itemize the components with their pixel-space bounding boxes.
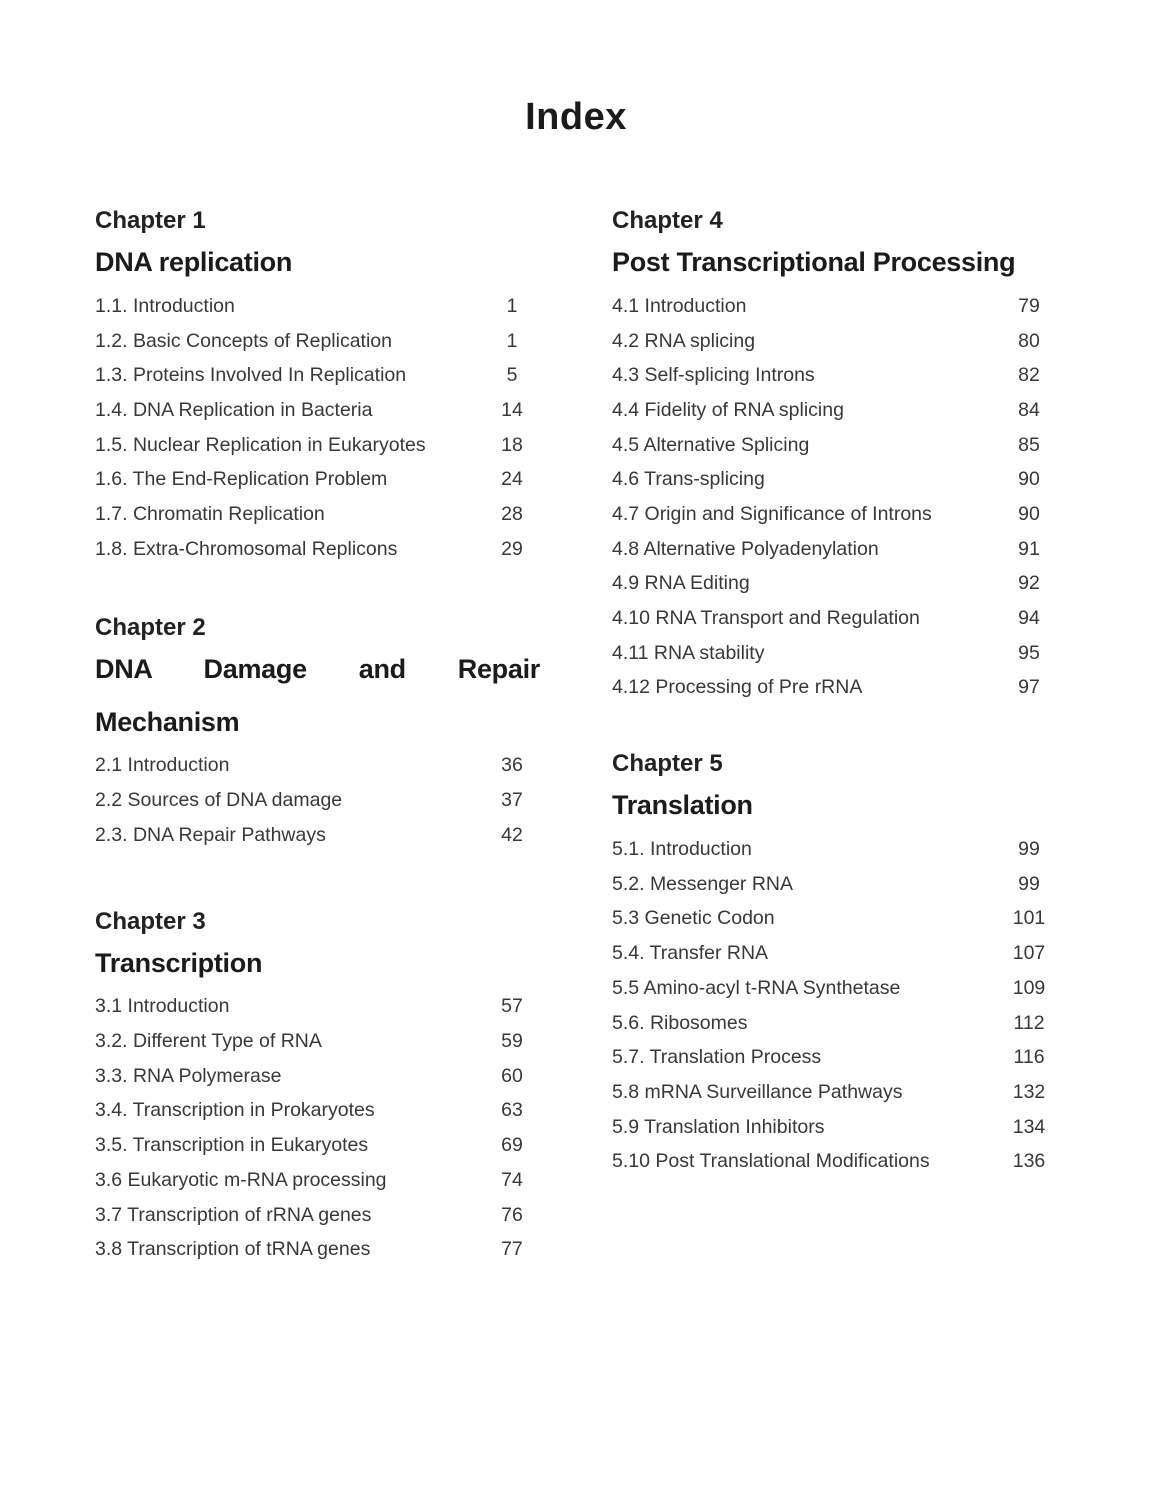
page-title: Index bbox=[525, 96, 627, 138]
toc-entry-page-number: 60 bbox=[501, 1064, 523, 1087]
toc-entry bbox=[612, 902, 1057, 937]
toc-entry-label: 4.3 Self-splicing Introns bbox=[612, 364, 815, 387]
toc-entry-label: 4.2 RNA splicing bbox=[612, 329, 756, 352]
chapter-title: Transcription bbox=[95, 947, 263, 978]
toc-entry-page-number: 85 bbox=[1018, 433, 1040, 456]
toc-entry-label: 4.12 Processing of Pre rRNA bbox=[612, 676, 863, 699]
toc-entry bbox=[95, 1128, 540, 1163]
toc-entry bbox=[95, 289, 540, 324]
chapter-title: Post Transcriptional Processing bbox=[612, 247, 1016, 277]
toc-entry bbox=[612, 936, 1057, 971]
toc-entry-page-number: 59 bbox=[501, 1030, 523, 1053]
toc-entry-page-number: 36 bbox=[501, 754, 523, 777]
chapter-block bbox=[612, 749, 1057, 1179]
toc-entry-label: 3.2. Different Type of RNA bbox=[95, 1030, 322, 1053]
toc-entry-label: 2.3. DNA Repair Pathways bbox=[95, 823, 326, 846]
toc-entry-page-number: 99 bbox=[1018, 838, 1040, 861]
toc-entry-page-number: 94 bbox=[1018, 607, 1040, 630]
toc-entry bbox=[95, 428, 540, 463]
toc-entry-page-number: 134 bbox=[1012, 1115, 1046, 1138]
chapter-label: Chapter 1 bbox=[95, 207, 206, 234]
toc-list bbox=[95, 289, 540, 567]
toc-entry bbox=[612, 532, 1057, 567]
toc-entry-label: 4.5 Alternative Splicing bbox=[612, 433, 810, 456]
toc-entry-page-number: 109 bbox=[1012, 976, 1046, 999]
chapter-block bbox=[95, 206, 540, 567]
toc-entry-label: 4.10 RNA Transport and Regulation bbox=[612, 607, 920, 630]
toc-entry bbox=[95, 497, 540, 532]
toc-entry bbox=[612, 462, 1057, 497]
toc-entry-label: 5.3 Genetic Codon bbox=[612, 907, 775, 930]
toc-entry bbox=[95, 393, 540, 428]
toc-entry bbox=[95, 1059, 540, 1094]
toc-columns bbox=[95, 206, 1057, 1267]
toc-entry-label: 1.7. Chromatin Replication bbox=[95, 502, 325, 525]
toc-entry bbox=[612, 289, 1057, 324]
right-column bbox=[612, 206, 1057, 1179]
toc-entry-page-number: 97 bbox=[1018, 676, 1040, 699]
toc-entry bbox=[95, 1198, 540, 1233]
toc-entry-page-number: 37 bbox=[501, 789, 523, 812]
toc-entry-page-number: 79 bbox=[1018, 294, 1040, 317]
toc-entry bbox=[612, 867, 1057, 902]
toc-entry-page-number: 1 bbox=[506, 329, 518, 352]
chapter-title: DNA Damage and Repair Mechanism bbox=[95, 653, 540, 737]
toc-entry bbox=[95, 749, 540, 784]
toc-entry-label: 4.11 RNA stability bbox=[612, 641, 765, 664]
toc-entry-label: 5.10 Post Translational Modifications bbox=[612, 1150, 930, 1173]
toc-list bbox=[612, 832, 1057, 1179]
toc-entry-page-number: 95 bbox=[1018, 641, 1040, 664]
toc-entry-page-number: 1 bbox=[506, 294, 518, 317]
toc-entry bbox=[612, 428, 1057, 463]
toc-entry-page-number: 42 bbox=[501, 823, 523, 846]
toc-entry bbox=[612, 601, 1057, 636]
toc-entry bbox=[95, 324, 540, 359]
chapter-title: DNA replication bbox=[95, 247, 293, 277]
toc-entry bbox=[95, 818, 540, 853]
toc-entry-page-number: 132 bbox=[1012, 1080, 1046, 1103]
toc-entry-label: 1.8. Extra-Chromosomal Replicons bbox=[95, 537, 398, 560]
toc-entry-label: 1.4. DNA Replication in Bacteria bbox=[95, 398, 373, 421]
left-column bbox=[95, 206, 540, 1267]
toc-entry bbox=[612, 1006, 1057, 1041]
toc-entry-label: 5.2. Messenger RNA bbox=[612, 872, 793, 895]
toc-entry-label: 3.4. Transcription in Prokaryotes bbox=[95, 1099, 375, 1122]
toc-entry-page-number: 80 bbox=[1018, 329, 1040, 352]
toc-entry-label: 3.7 Transcription of rRNA genes bbox=[95, 1203, 372, 1226]
toc-entry-label: 4.4 Fidelity of RNA splicing bbox=[612, 398, 844, 421]
toc-entry bbox=[612, 1144, 1057, 1179]
toc-entry-page-number: 84 bbox=[1018, 398, 1040, 421]
toc-entry bbox=[95, 1232, 540, 1267]
toc-entry bbox=[612, 1110, 1057, 1145]
toc-entry bbox=[612, 971, 1057, 1006]
toc-entry-page-number: 112 bbox=[1013, 1011, 1045, 1034]
toc-entry-page-number: 101 bbox=[1012, 907, 1046, 930]
toc-entry-label: 4.8 Alternative Polyadenylation bbox=[612, 537, 879, 560]
toc-entry bbox=[612, 832, 1057, 867]
toc-entry-page-number: 107 bbox=[1012, 942, 1046, 965]
toc-entry bbox=[612, 671, 1057, 706]
toc-entry-page-number: 77 bbox=[501, 1238, 523, 1261]
toc-entry-label: 4.6 Trans-splicing bbox=[612, 468, 765, 491]
toc-entry bbox=[95, 990, 540, 1025]
toc-entry-label: 5.7. Translation Process bbox=[612, 1046, 822, 1069]
toc-entry bbox=[95, 462, 540, 497]
toc-entry-page-number: 99 bbox=[1018, 872, 1040, 895]
toc-entry bbox=[612, 636, 1057, 671]
toc-entry bbox=[95, 783, 540, 818]
toc-entry-label: 2.1 Introduction bbox=[95, 754, 230, 777]
toc-entry-page-number: 29 bbox=[501, 537, 523, 560]
chapter-label: Chapter 2 bbox=[95, 613, 206, 641]
toc-entry-page-number: 63 bbox=[501, 1099, 523, 1122]
toc-list bbox=[95, 749, 540, 853]
toc-entry-page-number: 74 bbox=[501, 1168, 523, 1191]
toc-entry bbox=[95, 532, 540, 567]
chapter-title: Translation bbox=[612, 790, 753, 821]
toc-entry-page-number: 57 bbox=[501, 995, 523, 1018]
toc-entry-page-number: 5 bbox=[506, 364, 518, 387]
toc-entry-page-number: 28 bbox=[501, 502, 523, 525]
chapter-label: Chapter 3 bbox=[95, 907, 206, 935]
toc-entry-label: 1.3. Proteins Involved In Replication bbox=[95, 364, 407, 387]
toc-entry-label: 5.8 mRNA Surveillance Pathways bbox=[612, 1080, 903, 1103]
toc-entry-page-number: 76 bbox=[501, 1203, 523, 1226]
toc-entry-label: 5.9 Translation Inhibitors bbox=[612, 1115, 825, 1138]
toc-entry bbox=[95, 1024, 540, 1059]
toc-entry-label: 3.5. Transcription in Eukaryotes bbox=[95, 1134, 369, 1157]
toc-list bbox=[95, 990, 540, 1268]
toc-entry-label: 5.6. Ribosomes bbox=[612, 1011, 748, 1034]
toc-entry bbox=[612, 1040, 1057, 1075]
toc-entry-label: 4.9 RNA Editing bbox=[612, 572, 750, 595]
toc-entry-page-number: 116 bbox=[1013, 1046, 1045, 1069]
toc-entry bbox=[612, 393, 1057, 428]
toc-entry bbox=[612, 358, 1057, 393]
toc-entry-page-number: 91 bbox=[1018, 537, 1040, 560]
toc-entry-label: 3.6 Eukaryotic m-RNA processing bbox=[95, 1168, 387, 1191]
toc-entry bbox=[612, 324, 1057, 359]
toc-entry-label: 5.1. Introduction bbox=[612, 838, 752, 861]
toc-list bbox=[612, 289, 1057, 705]
toc-entry-label: 5.4. Transfer RNA bbox=[612, 942, 769, 965]
toc-entry bbox=[95, 1094, 540, 1129]
toc-entry-page-number: 92 bbox=[1018, 572, 1040, 595]
toc-entry-label: 3.1 Introduction bbox=[95, 995, 230, 1018]
toc-entry-page-number: 136 bbox=[1012, 1150, 1046, 1173]
toc-entry bbox=[612, 1075, 1057, 1110]
toc-entry-page-number: 69 bbox=[501, 1134, 523, 1157]
chapter-block bbox=[95, 907, 540, 1268]
chapter-label: Chapter 5 bbox=[612, 750, 723, 778]
toc-entry-label: 3.3. RNA Polymerase bbox=[95, 1064, 282, 1087]
chapter-block bbox=[95, 613, 540, 853]
toc-entry bbox=[612, 497, 1057, 532]
toc-entry-label: 4.7 Origin and Significance of Introns bbox=[612, 502, 932, 525]
chapter-block bbox=[612, 206, 1057, 705]
toc-entry-page-number: 24 bbox=[501, 468, 523, 491]
toc-entry-label: 4.1 Introduction bbox=[612, 294, 747, 317]
toc-entry-page-number: 14 bbox=[501, 398, 523, 421]
toc-entry bbox=[95, 1163, 540, 1198]
toc-entry-page-number: 90 bbox=[1018, 502, 1040, 525]
toc-entry-label: 5.5 Amino-acyl t-RNA Synthetase bbox=[612, 976, 901, 999]
toc-entry-label: 1.5. Nuclear Replication in Eukaryotes bbox=[95, 433, 426, 456]
chapter-label: Chapter 4 bbox=[612, 207, 723, 234]
toc-entry bbox=[612, 567, 1057, 602]
toc-entry-page-number: 90 bbox=[1018, 468, 1040, 491]
toc-entry-label: 1.6. The End-Replication Problem bbox=[95, 468, 388, 491]
toc-entry-page-number: 82 bbox=[1018, 364, 1040, 387]
toc-entry bbox=[95, 358, 540, 393]
toc-entry-label: 3.8 Transcription of tRNA genes bbox=[95, 1238, 371, 1261]
toc-entry-page-number: 18 bbox=[501, 433, 523, 456]
toc-entry-label: 2.2 Sources of DNA damage bbox=[95, 789, 343, 812]
toc-entry-label: 1.2. Basic Concepts of Replication bbox=[95, 329, 392, 352]
toc-entry-label: 1.1. Introduction bbox=[95, 294, 235, 317]
